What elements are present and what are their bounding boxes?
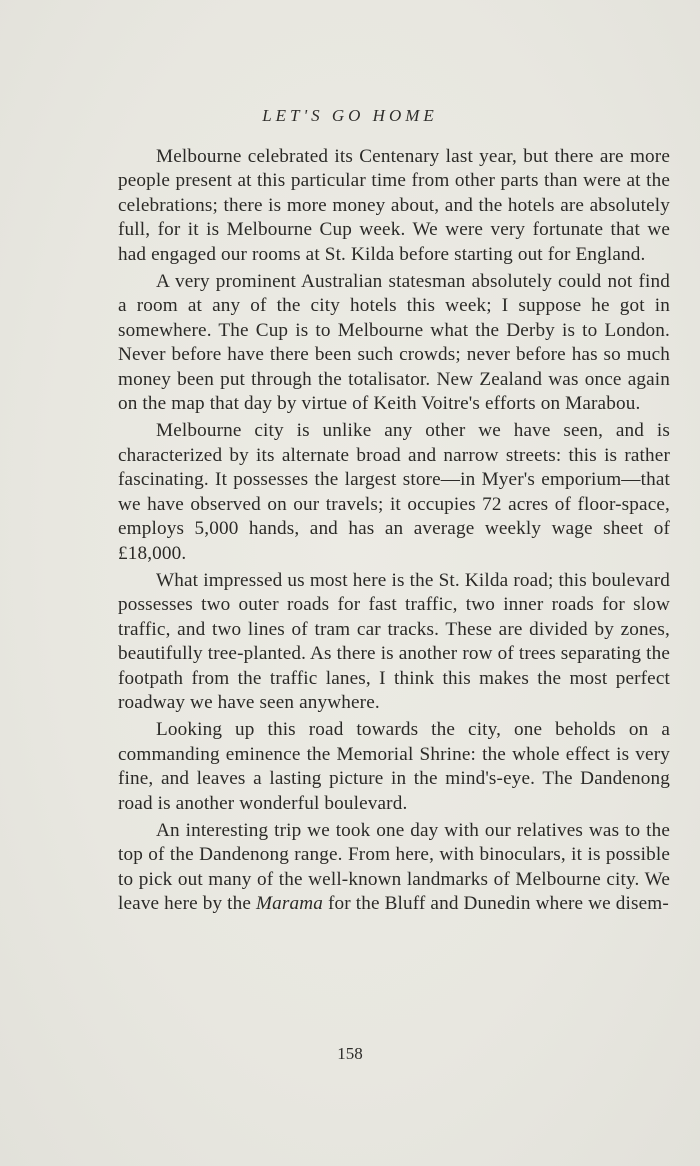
paragraph-dandenong xyxy=(118,819,670,917)
paragraph-dandenong-text-after: for the Bluff and Dunedin where we disem- xyxy=(323,893,669,915)
paragraph-city: Melbourne city is unlike any other we have seen, and is characterized by its alternate broad and narrow streets: this is rather fascinating. It possesses the largest store—in Myer's emporium—that we have observed on our travels; it occupies 72 acres of floor-space, employs 5,000 hands, and has an average weekly wage sheet of £18,000. xyxy=(118,420,670,564)
paragraph-dandenong-text-before: An interesting trip we took one day with our relatives was to the top of the Dandenong range. From here, with binoculars, it is possible to pick out many of the well-known landmarks of Melbourne city. We leave here by the xyxy=(118,819,670,915)
body-text xyxy=(118,145,670,917)
paragraph-st-kilda-road: What impressed us most here is the St. Kilda road; this boulevard possesses two outer roads for fast traffic, two inner roads for slow traffic, and two lines of tram car tracks. These are divided by zones, beautifully tree-planted. As there is another row of trees separating the footpath from the traffic lanes, I think this makes the most perfect roadway we have seen anywhere. xyxy=(118,569,670,713)
running-title: LET'S GO HOME xyxy=(262,106,438,125)
paragraph-shrine: Looking up this road towards the city, one beholds on a commanding eminence the Memorial Shrine: the whole effect is very fine, and leaves a lasting picture in the mind's-eye. The Dandenong road is another wonderful boulevard. xyxy=(118,719,670,814)
ship-name: Marama xyxy=(256,893,324,915)
page-number: 158 xyxy=(337,1044,363,1063)
paragraph-centenary: Melbourne celebrated its Centenary last year, but there are more people present at this particular time from other parts than were at the celebrations; there is more money about, and the hotels are absolutely full, for it is Melbourne Cup week. We were very fortunate that we had engaged our rooms at St. Kilda before starting out for England. xyxy=(118,146,670,265)
paragraph-cup: A very prominent Australian statesman absolutely could not find a room at any of the city hotels this week; I suppose he got in somewhere. The Cup is to Melbourne what the Derby is to London. Never before have there been such crowds; never before has so much money been put through the totalisator. New Zealand was once again on the map that day by virtue of Keith Voitre's efforts on Marabou. xyxy=(118,271,670,415)
